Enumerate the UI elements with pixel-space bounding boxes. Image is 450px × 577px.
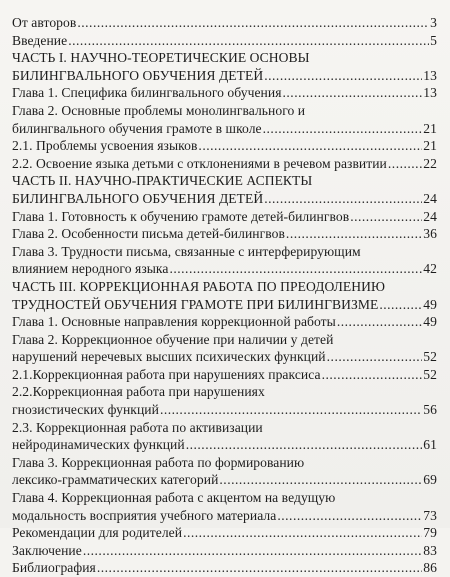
toc-entry-title: 2.2. Освоение языка детьми с отклонениями в речевом развитии [12, 155, 387, 171]
toc-leader-dots [68, 32, 429, 50]
toc-entry [12, 172, 437, 207]
toc-page-number: 69 [423, 472, 437, 488]
toc-entry-line [12, 208, 437, 226]
toc-page-number: 73 [423, 507, 437, 523]
toc-entry-line [12, 401, 437, 419]
toc-entry-title: Рекомендации для родителей [12, 525, 183, 541]
toc-entry-line [12, 419, 437, 437]
toc-entry-title: От авторов [12, 15, 77, 30]
toc-entry-line [12, 260, 437, 278]
toc-entry [12, 155, 437, 173]
toc-page-number: 49 [423, 314, 437, 330]
toc-entry-title: билингвального обучения грамоте в школе [12, 120, 262, 136]
toc-entry-line [12, 155, 437, 173]
toc-leader-dots [277, 507, 422, 525]
toc-leader-dots [97, 559, 422, 577]
toc-entry [12, 102, 437, 137]
toc-page-number: 5 [430, 32, 437, 48]
toc-entry [12, 331, 437, 366]
toc-entry-line [12, 471, 437, 489]
toc-entry-title: ТРУДНОСТЕЙ ОБУЧЕНИЯ ГРАМОТЕ ПРИ БИЛИНГВИЗМЕ [12, 296, 379, 312]
toc-entry-line [12, 454, 437, 472]
toc-entry-title: Глава 2. Коррекционное обучение при наличии у детей [12, 331, 334, 347]
toc-entry [12, 278, 437, 313]
toc-entry-title: гнозистических функций [12, 402, 159, 418]
toc-page-number: 13 [423, 67, 437, 83]
toc-leader-dots [169, 260, 422, 278]
toc-entry-title: 2.1. Проблемы усвоения языков [12, 138, 198, 154]
toc-leader-dots [350, 208, 422, 226]
toc-entry [12, 137, 437, 155]
toc-entry-title: БИЛИНГВАЛЬНОГО ОБУЧЕНИЯ ДЕТЕЙ [12, 67, 264, 83]
toc-entry-title: ЧАСТЬ I. НАУЧНО-ТЕОРЕТИЧЕСКИЕ ОСНОВЫ [12, 50, 310, 66]
toc-leader-dots [327, 348, 423, 366]
toc-entry-line [12, 190, 437, 208]
toc-entry-line [12, 32, 437, 50]
toc-entry [12, 49, 437, 84]
toc-entry-title: нарушений неречевых высших психических функций [12, 349, 326, 365]
toc-page-number: 86 [423, 560, 437, 576]
toc-page-number: 83 [423, 542, 437, 558]
toc-entry-line [12, 296, 437, 314]
toc-leader-dots [183, 524, 422, 542]
toc-entry-line [12, 313, 437, 331]
toc-leader-dots [219, 471, 422, 489]
toc-entry-title: 2.1.Коррекционная работа при нарушениях праксиса [12, 366, 321, 382]
toc-leader-dots [283, 84, 423, 102]
toc-entry-line [12, 331, 437, 349]
toc-entry-title: Глава 3. Коррекционная работа по формированию [12, 454, 305, 470]
toc-entry-title: лексико-грамматических категорий [12, 472, 219, 488]
toc-entry-title: Глава 2. Основные проблемы монолингвального и [12, 102, 306, 118]
toc-leader-dots [160, 401, 422, 419]
toc-leader-dots [186, 436, 423, 454]
toc-page-number: 36 [423, 226, 437, 242]
toc-entry-line [12, 348, 437, 366]
toc-page-number: 13 [423, 85, 437, 101]
toc-entry-title: БИЛИНГВАЛЬНОГО ОБУЧЕНИЯ ДЕТЕЙ [12, 190, 264, 206]
toc-entry-title: 2.3. Коррекционная работа по активизации [12, 419, 263, 435]
toc-entry-line [12, 102, 437, 120]
toc-entry-line [12, 243, 437, 261]
toc-entry-line [12, 172, 437, 190]
toc-entry [12, 366, 437, 384]
toc-page-number: 52 [423, 349, 437, 365]
toc-entry-title: Заключение [12, 542, 82, 558]
toc-entry-title: Глава 4. Коррекционная работа с акцентом на ведущую [12, 490, 336, 506]
toc-entry-line [12, 225, 437, 243]
toc-entry-title: Глава 3. Трудности письма, связанные с интерферирующим [12, 243, 361, 259]
toc-leader-dots [263, 120, 423, 138]
toc-entry-title: влиянием неродного языка [12, 261, 169, 277]
toc-page-number: 21 [423, 120, 437, 136]
toc-entry-line [12, 507, 437, 525]
toc-entry-line [12, 67, 437, 85]
toc-page-number: 21 [423, 138, 437, 154]
toc-entry-title: Библиография [12, 560, 96, 576]
toc-page-number: 56 [423, 402, 437, 418]
toc-entry-line [12, 278, 437, 296]
toc-entry [12, 14, 437, 32]
toc-entry-title: Глава 1. Специфика билингвального обучения [12, 85, 282, 101]
toc-entry [12, 524, 437, 542]
toc-entry-line [12, 366, 437, 384]
toc-page-number: 22 [423, 155, 437, 171]
toc-entry-title: ЧАСТЬ III. КОРРЕКЦИОННАЯ РАБОТА ПО ПРЕОДОЛЕНИЮ [12, 278, 386, 294]
toc-entry [12, 84, 437, 102]
toc-entry [12, 208, 437, 226]
toc-leader-dots [264, 190, 422, 208]
toc-entry-title: Глава 1. Готовность к обучению грамоте детей-билингвов [12, 208, 350, 224]
toc-entry-line [12, 489, 437, 507]
toc-entry [12, 489, 437, 524]
toc-entry [12, 454, 437, 489]
toc-entry-title: модальность восприятия учебного материала [12, 507, 277, 523]
toc-entry-title: нейродинамических функций [12, 437, 185, 453]
toc-page-number: 24 [423, 208, 437, 224]
toc-entry [12, 313, 437, 331]
toc-entry-title: ЧАСТЬ II. НАУЧНО-ПРАКТИЧЕСКИЕ АСПЕКТЫ [12, 173, 313, 189]
toc-entry-line [12, 49, 437, 67]
toc-leader-dots [379, 296, 422, 314]
toc-entry-line [12, 559, 437, 577]
toc-entry-title: Глава 2. Особенности письма детей-билингвов [12, 226, 285, 242]
toc-entry-line [12, 542, 437, 560]
toc-entry [12, 383, 437, 418]
toc-entry-line [12, 120, 437, 138]
toc-leader-dots [198, 137, 422, 155]
toc-entry [12, 542, 437, 560]
toc-entry [12, 419, 437, 454]
toc-page-number: 24 [423, 190, 437, 206]
toc-entry-line [12, 383, 437, 401]
toc-page-number: 3 [430, 15, 437, 30]
toc-entry [12, 32, 437, 50]
toc-leader-dots [264, 67, 422, 85]
toc-entry [12, 225, 437, 243]
toc-entry-line [12, 84, 437, 102]
toc-entry-title: 2.2.Коррекционная работа при нарушениях [12, 384, 265, 400]
toc-entry [12, 559, 437, 577]
toc-leader-dots [322, 366, 423, 384]
toc-entry-line [12, 137, 437, 155]
toc-leader-dots [83, 542, 422, 560]
toc-entry-line [12, 524, 437, 542]
toc-leader-dots [337, 313, 422, 331]
table-of-contents [12, 14, 437, 577]
toc-entry [12, 243, 437, 278]
toc-entry-title: Глава 1. Основные направления коррекционной работы [12, 314, 336, 330]
toc-page-number: 61 [423, 437, 437, 453]
toc-entry-title: Введение [12, 32, 68, 48]
toc-page-number: 79 [423, 525, 437, 541]
toc-leader-dots [77, 14, 429, 32]
toc-page-number: 49 [423, 296, 437, 312]
toc-page-number: 42 [423, 261, 437, 277]
toc-leader-dots [286, 225, 422, 243]
toc-entry-line [12, 14, 437, 32]
toc-entry-line [12, 436, 437, 454]
toc-page-number: 52 [423, 366, 437, 382]
toc-leader-dots [388, 155, 422, 173]
